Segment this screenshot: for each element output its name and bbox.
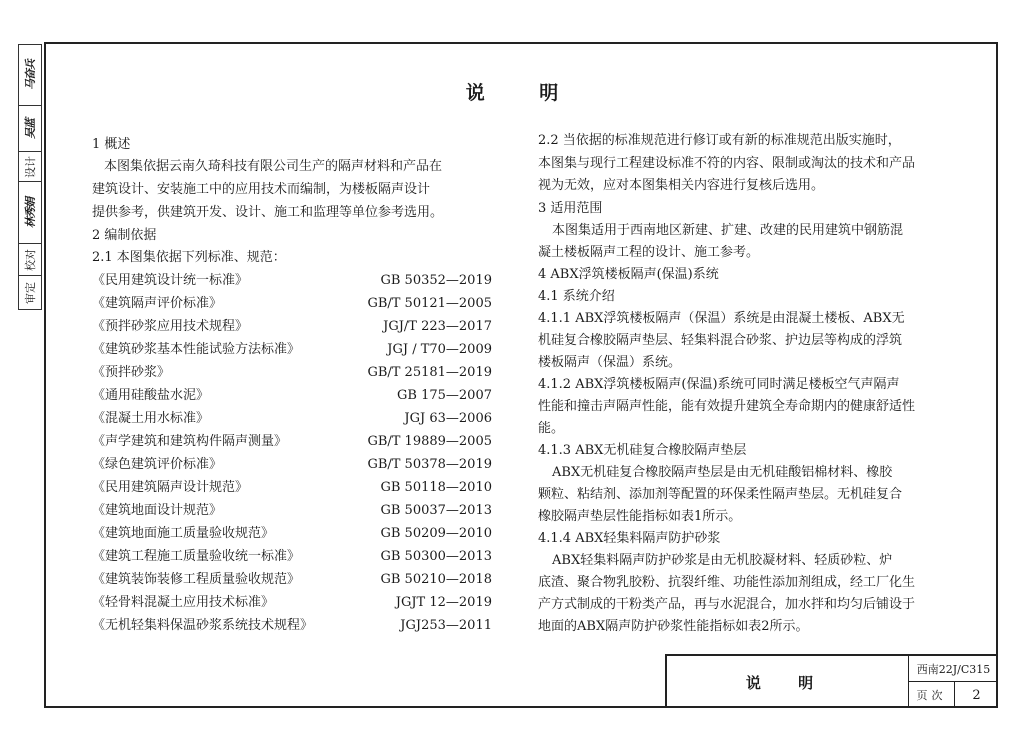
standard-name: 《声学建筑和建筑构件隔声测量》 xyxy=(92,434,288,449)
para-1-line: 建筑设计、安装施工中的应用技术而编制，为楼板隔声设计 xyxy=(92,182,431,197)
standard-row xyxy=(92,571,492,589)
section-3-heading: 3 适用范围 xyxy=(538,201,603,216)
para-4-1-2-line: 4.1.2 ABX浮筑楼板隔声(保温)系统可同时满足楼板空气声隔声 xyxy=(538,377,900,392)
section-1-heading: 1 概述 xyxy=(92,137,131,152)
standard-name: 《建筑砂浆基本性能试验方法标准》 xyxy=(92,342,301,357)
check-signature-cell xyxy=(19,105,41,151)
standard-code: GB 50209—2010 xyxy=(380,526,492,541)
para-3-line: 凝土楼板隔声工程的设计、施工参考。 xyxy=(538,245,760,260)
design-label-cell xyxy=(19,151,41,181)
page-number: 2 xyxy=(972,687,981,703)
check-label-cell xyxy=(19,243,41,275)
standard-name: 《通用硅酸盐水泥》 xyxy=(92,388,210,403)
standard-code: GB/T 50378—2019 xyxy=(367,457,492,472)
standard-name: 《混凝土用水标准》 xyxy=(92,411,210,426)
para-4-1-3-line: ABX无机硅复合橡胶隔声垫层是由无机硅酸铝棉材料、橡胶 xyxy=(552,465,893,480)
review-label-cell xyxy=(19,275,41,309)
title-block xyxy=(665,654,998,708)
standard-code: JGJ253—2011 xyxy=(400,618,492,633)
design-signature: 林秀娟 xyxy=(24,197,37,228)
standard-code: GB/T 25181—2019 xyxy=(367,365,492,380)
standard-row xyxy=(92,364,492,382)
section-2-1-heading: 2.1 本图集依据下列标准、规范： xyxy=(92,250,286,265)
standard-name: 《无机轻集料保温砂浆系统技术规程》 xyxy=(92,618,314,633)
standard-code: GB 50118—2010 xyxy=(380,480,492,495)
standard-name: 《绿色建筑评价标准》 xyxy=(92,457,223,472)
section-4-1-heading: 4.1 系统介绍 xyxy=(538,289,615,304)
standard-row xyxy=(92,617,492,635)
section-2-heading: 2 编制依据 xyxy=(92,228,157,243)
standard-code: GB/T 19889—2005 xyxy=(367,434,492,449)
standard-row xyxy=(92,387,492,405)
design-label: 设计 xyxy=(24,155,37,178)
para-4-1-1-line: 机硅复合橡胶隔声垫层、轻集料混合砂浆、护边层等构成的浮筑 xyxy=(538,333,903,348)
standard-name: 《建筑工程施工质量验收统一标准》 xyxy=(92,549,301,564)
para-2-2-line: 视为无效，应对本图集相关内容进行复核后选用。 xyxy=(538,178,825,193)
para-2-2-line: 2.2 当依据的标准规范进行修订或有新的标准规范出版实施时， xyxy=(538,133,901,148)
page-title: 说 明 xyxy=(465,82,583,104)
standard-code: JGJ/T 223—2017 xyxy=(383,319,492,334)
standard-row xyxy=(92,295,492,313)
review-label: 审定 xyxy=(24,281,37,304)
standard-code: GB 50352—2019 xyxy=(380,273,492,288)
para-4-1-4-line: 地面的ABX隔声防护砂浆性能指标如表2所示。 xyxy=(538,619,809,634)
section-4-1-3-heading: 4.1.3 ABX无机硅复合橡胶隔声垫层 xyxy=(538,443,747,458)
standard-row xyxy=(92,318,492,336)
standard-name: 《预拌砂浆》 xyxy=(92,365,171,380)
standard-row xyxy=(92,272,492,290)
standard-code: GB 50037—2013 xyxy=(380,503,492,518)
standard-row xyxy=(92,433,492,451)
standard-row xyxy=(92,341,492,359)
check-signature: 吴蓝 xyxy=(24,118,37,139)
standard-name: 《民用建筑隔声设计规范》 xyxy=(92,480,249,495)
section-4-heading: 4 ABX浮筑楼板隔声(保温)系统 xyxy=(538,267,719,282)
para-4-1-1-line: 4.1.1 ABX浮筑楼板隔声（保温）系统是由混凝土楼板、ABX无 xyxy=(538,311,905,326)
atlas-number: 西南22J/C315 xyxy=(909,656,998,682)
para-4-1-4-line: 底渣、聚合物乳胶粉、抗裂纤维、功能性添加剂组成，经工厂化生 xyxy=(538,575,916,590)
standard-row xyxy=(92,502,492,520)
standard-name: 《轻骨料混凝土应用技术标准》 xyxy=(92,595,275,610)
para-4-1-3-line: 橡胶隔声垫层性能指标如表1所示。 xyxy=(538,509,742,524)
standard-code: JGJ / T70—2009 xyxy=(387,342,492,357)
standard-name: 《建筑装饰装修工程质量验收规范》 xyxy=(92,572,301,587)
para-4-1-4-line: 产方式制成的干粉类产品，再与水泥混合，加水拌和均匀后铺设于 xyxy=(538,597,916,612)
standard-row xyxy=(92,410,492,428)
design-signature-cell xyxy=(19,181,41,243)
para-4-1-2-line: 能。 xyxy=(538,421,565,436)
standard-row xyxy=(92,525,492,543)
standard-row xyxy=(92,479,492,497)
standard-row xyxy=(92,456,492,474)
standard-name: 《预拌砂浆应用技术规程》 xyxy=(92,319,249,334)
standard-code: JGJT 12—2019 xyxy=(395,595,492,610)
para-2-2-line: 本图集与现行工程建设标准不符的内容、限制或淘汰的技术和产品 xyxy=(538,156,916,171)
standard-row xyxy=(92,594,492,612)
section-4-1-4-heading: 4.1.4 ABX轻集料隔声防护砂浆 xyxy=(538,531,721,546)
standard-code: GB 50210—2018 xyxy=(380,572,492,587)
title-block-title: 说 明 xyxy=(667,656,909,708)
para-1-line: 提供参考，供建筑开发、设计、施工和监理等单位参考选用。 xyxy=(92,205,444,220)
standard-code: GB 50300—2013 xyxy=(380,549,492,564)
para-4-1-2-line: 性能和撞击声隔声性能，能有效提升建筑全寿命期内的健康舒适性 xyxy=(538,399,916,414)
standard-name: 《民用建筑设计统一标准》 xyxy=(92,273,249,288)
para-4-1-1-line: 楼板隔声（保温）系统。 xyxy=(538,355,682,370)
standard-code: GB/T 50121—2005 xyxy=(367,296,492,311)
para-4-1-3-line: 颗粒、粘结剂、添加剂等配置的环保柔性隔声垫层。无机硅复合 xyxy=(538,487,903,502)
page-label: 页次 xyxy=(909,682,955,708)
review-signature: 马奋兵 xyxy=(24,60,37,90)
standard-name: 《建筑地面设计规范》 xyxy=(92,503,223,518)
standard-row xyxy=(92,548,492,566)
standard-code: GB 175—2007 xyxy=(397,388,492,403)
para-1-line: 本图集依据云南久琦科技有限公司生产的隔声材料和产品在 xyxy=(104,159,443,174)
standard-name: 《建筑隔声评价标准》 xyxy=(92,296,223,311)
standard-name: 《建筑地面施工质量验收规范》 xyxy=(92,526,275,541)
standard-code: JGJ 63—2006 xyxy=(404,411,492,426)
check-label: 校对 xyxy=(24,248,37,271)
para-4-1-4-line: ABX轻集料隔声防护砂浆是由无机胶凝材料、轻质砂粒、炉 xyxy=(552,553,893,568)
para-3-line: 本图集适用于西南地区新建、扩建、改建的民用建筑中钢筋混 xyxy=(552,223,904,238)
